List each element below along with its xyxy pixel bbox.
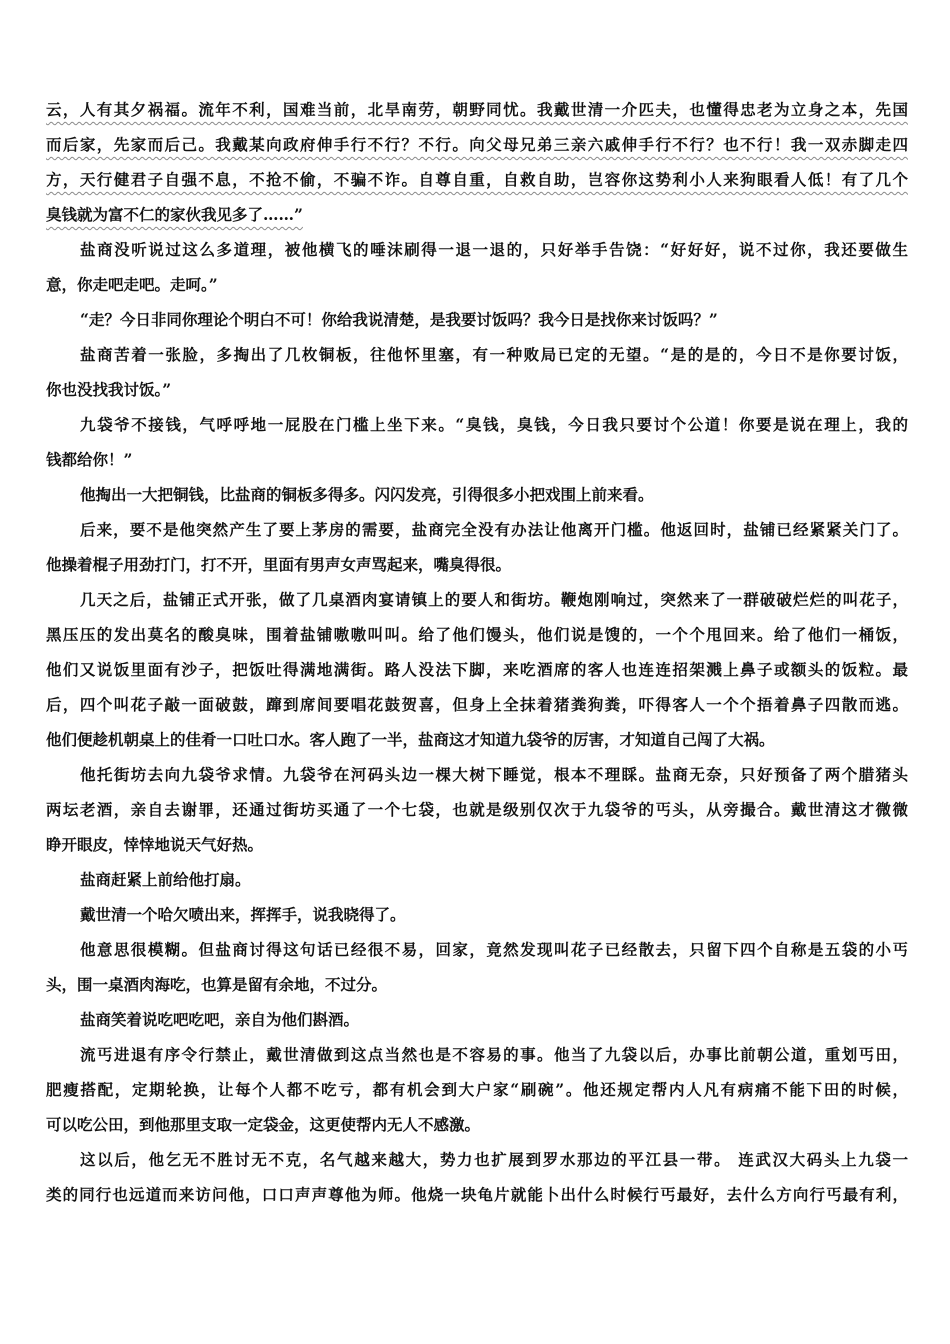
line-text: “走？今日非同你理论个明白不可！你给我说清楚，是我要讨饭吗？我今日是找你来讨饭吗？”	[80, 310, 718, 329]
line-text: 后来，要不是他突然产生了要上茅房的需要，盐商完全没有办法让他离开门槛。他返回时，盐铺已经紧紧关门了。	[80, 520, 908, 539]
line-text: 他托街坊去向九袋爷求情。九袋爷在河码头边一棵大树下睡觉，根本不理睬。盐商无奈，只好预备了两个腊猪头	[80, 765, 908, 784]
text-line	[46, 1037, 908, 1072]
line-text: 你也没找我讨饭。”	[46, 380, 172, 399]
text-line	[46, 547, 908, 582]
text-line	[46, 792, 908, 827]
text-line	[46, 757, 908, 792]
line-text: 而后家，先家而后己。我戴某向政府伸手行不行？不行。向父母兄弟三亲六戚伸手行不行？也不行！我一双赤脚走四	[46, 135, 908, 154]
text-line	[46, 407, 908, 442]
text-line	[46, 512, 908, 547]
line-text: 盐商笑着说吃吧吃吧，亲自为他们斟酒。	[80, 1010, 360, 1029]
line-text: 后，四个叫花子敲一面破鼓，蹿到席间要唱花鼓贺喜，但身上全抹着猪粪狗粪，吓得客人一个个捂着鼻子四散而逃。	[46, 695, 908, 714]
text-line	[46, 1177, 908, 1212]
line-text: 睁开眼皮，悻悻地说天气好热。	[46, 835, 264, 854]
line-text: 他掏出一大把铜钱，比盐商的铜板多得多。闪闪发亮，引得很多小把戏围上前来看。	[80, 485, 654, 504]
line-text: 他操着棍子用劲打门，打不开，里面有男声女声骂起来，嘴臭得很。	[46, 555, 512, 574]
text-line	[46, 862, 908, 897]
body-text	[46, 92, 908, 1212]
line-text: 流丐进退有序令行禁止，戴世清做到这点当然也是不容易的事。他当了九袋以后，办事比前朝公道，重划丐田，	[80, 1045, 908, 1064]
text-line	[46, 1072, 908, 1107]
text-line	[46, 687, 908, 722]
text-line	[46, 127, 908, 162]
line-text: 几天之后，盐铺正式开张，做了几桌酒肉宴请镇上的要人和街坊。鞭炮刚响过，突然来了一群破破烂烂的叫花子，	[80, 590, 908, 609]
line-text: 肥瘦搭配，定期轮换，让每个人都不吃亏，都有机会到大户家“刷碗”。他还规定帮内人凡有病痛不能下田的时候，	[46, 1080, 908, 1099]
text-line	[46, 302, 908, 337]
text-line	[46, 232, 908, 267]
text-line	[46, 1142, 908, 1177]
line-text: 戴世清一个哈欠喷出来，挥挥手，说我晓得了。	[80, 905, 406, 924]
line-text: 这以后，他乞无不胜讨无不克，名气越来越大，势力也扩展到罗水那边的平江县一带。 连武汉大码头上九袋一	[80, 1150, 908, 1169]
line-text: 方，天行健君子自强不息，不抢不偷，不骗不诈。自尊自重，自救自助，岂容你这势利小人来狗眼看人低！有了几个	[46, 170, 908, 189]
text-line	[46, 197, 908, 232]
line-text: 类的同行也远道而来访问他，口口声声尊他为师。他烧一块龟片就能卜出什么时候行丐最好，去什么方向行丐最有利，	[46, 1185, 908, 1204]
line-text: 两坛老酒，亲自去谢罪，还通过街坊买通了一个七袋，也就是级别仅次于九袋爷的丐头，从旁撮合。戴世清这才微微	[46, 800, 908, 819]
text-line	[46, 652, 908, 687]
line-text: 黑压压的发出莫名的酸臭味，围着盐铺嗷嗷叫叫。给了他们馒头，他们说是馊的，一个个甩回来。给了他们一桶饭，	[46, 625, 908, 644]
text-line	[46, 162, 908, 197]
text-line	[46, 582, 908, 617]
line-text: 他们便趁机朝桌上的佳肴一口吐口水。客人跑了一半，盐商这才知道九袋爷的厉害，才知道自己闯了大祸。	[46, 730, 775, 749]
text-line	[46, 337, 908, 372]
line-text: 云，人有其夕祸福。流年不利，国难当前，北旱南劳，朝野同忧。我戴世清一介匹夫，也懂得忠老为立身之本，先国	[46, 100, 908, 119]
text-line	[46, 92, 908, 127]
text-line	[46, 477, 908, 512]
text-line	[46, 617, 908, 652]
text-line	[46, 932, 908, 967]
line-text: 他们又说饭里面有沙子，把饭吐得满地满街。路人没法下脚，来吃酒席的客人也连连招架溅上鼻子或额头的饭粒。最	[46, 660, 908, 679]
text-line	[46, 372, 908, 407]
text-line	[46, 442, 908, 477]
line-text: 意，你走吧走吧。走呵。”	[46, 275, 218, 294]
text-line	[46, 897, 908, 932]
line-text: 头，围一桌酒肉海吃，也算是留有余地，不过分。	[46, 975, 388, 994]
text-line	[46, 722, 908, 757]
line-text: 可以吃公田，到他那里支取一定袋金，这更使帮内无人不感激。	[46, 1115, 481, 1134]
line-text: 盐商赶紧上前给他打扇。	[80, 870, 251, 889]
text-line	[46, 827, 908, 862]
line-text: 九袋爷不接钱，气呼呼地一屁股在门槛上坐下来。“臭钱，臭钱，今日我只要讨个公道！你要是说在理上，我的	[80, 415, 908, 434]
line-text: 盐商苦着一张脸，多掏出了几枚铜板，往他怀里塞，有一种败局已定的无望。“是的是的，今日不是你要讨饭，	[80, 345, 908, 364]
text-line	[46, 1107, 908, 1142]
text-line	[46, 267, 908, 302]
text-line	[46, 1002, 908, 1037]
text-line	[46, 967, 908, 1002]
line-text: 他意思很模糊。但盐商讨得这句话已经很不易，回家，竟然发现叫花子已经散去，只留下四个自称是五袋的小丐	[80, 940, 908, 959]
line-text: 钱都给你！”	[46, 450, 133, 469]
line-text: 臭钱就为富不仁的家伙我见多了……”	[46, 205, 303, 224]
line-text: 盐商没听说过这么多道理，被他横飞的唾沫刷得一退一退的，只好举手告饶：“好好好，说不过你，我还要做生	[80, 240, 908, 259]
